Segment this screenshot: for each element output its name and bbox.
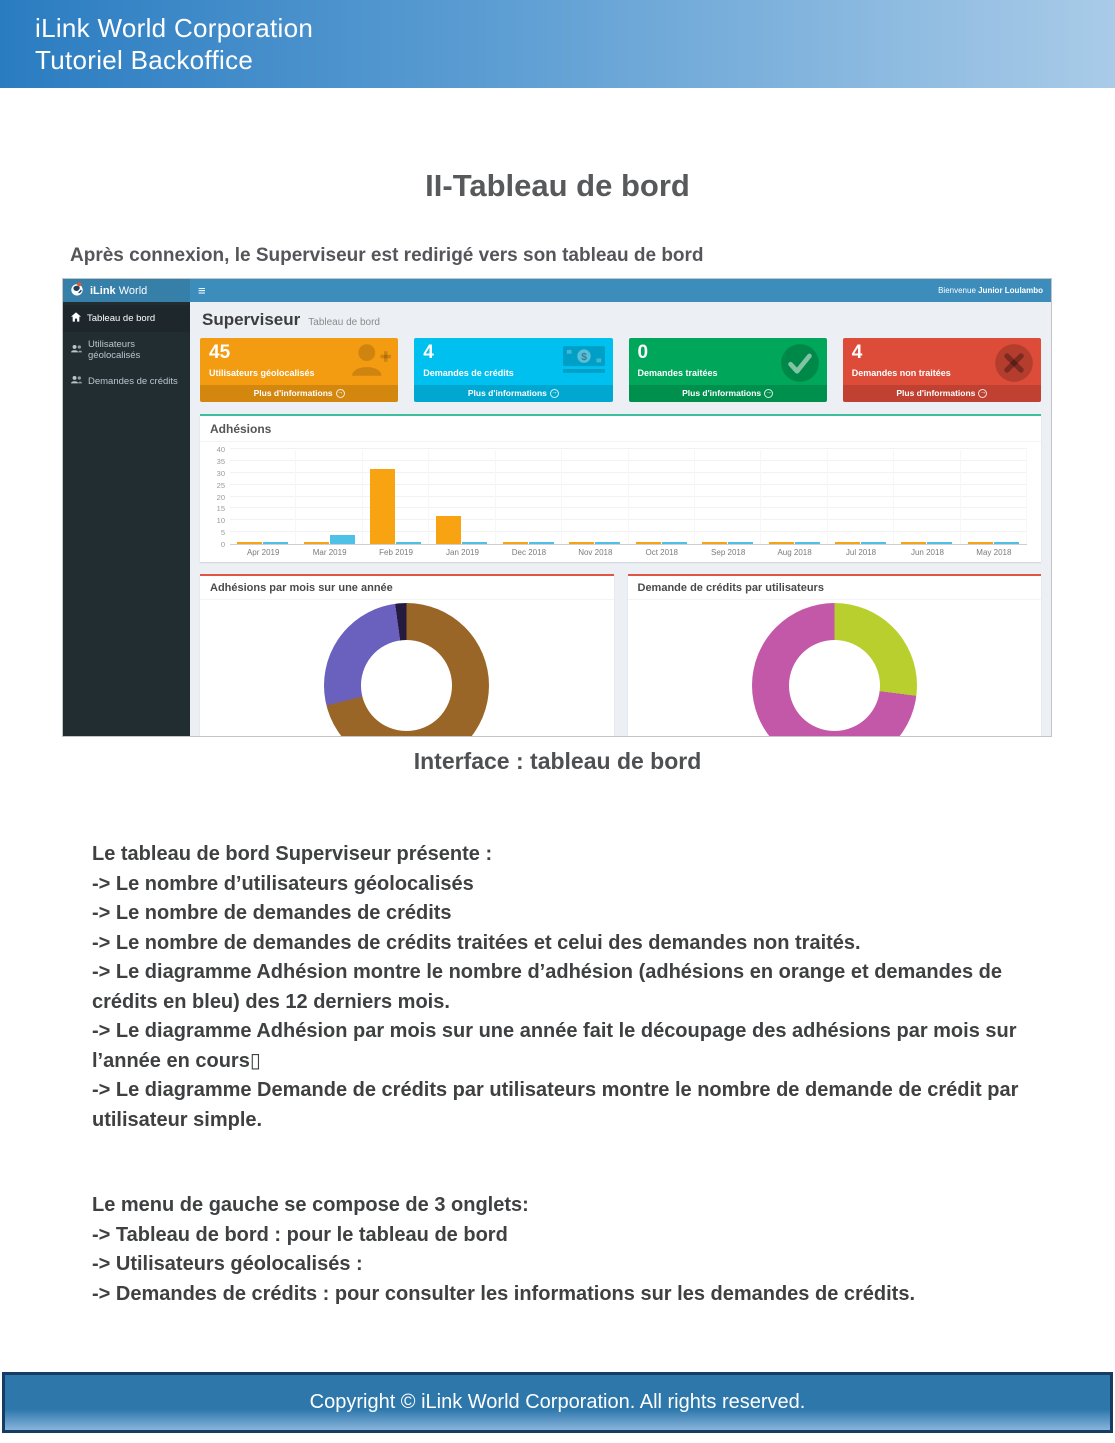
x-tick-label: May 2018 xyxy=(976,548,1012,557)
donut-title: Demande de crédits par utilisateurs xyxy=(628,576,1042,600)
paragraph-line: Le menu de gauche se compose de 3 onglets: xyxy=(92,1194,529,1216)
plot-area xyxy=(230,450,1027,557)
paragraph-line: -> Le diagramme Adhésion montre le nombre d’adhésion (adhésions en orange et demandes de crédits en bleu) des 12 derniers mois. xyxy=(92,961,1003,1013)
y-tick-label: 25 xyxy=(216,480,225,490)
stat-card-demandes-non-traitees xyxy=(843,338,1041,402)
y-tick-label: 35 xyxy=(216,456,225,466)
dashboard-content xyxy=(190,302,1051,736)
donut-charts-row xyxy=(200,574,1041,736)
bar-group-aug-2018 xyxy=(761,450,827,544)
dashboard-navbar xyxy=(63,279,1051,302)
bar-group-oct-2018 xyxy=(629,450,695,544)
dashboard-body xyxy=(63,302,1051,736)
body-text xyxy=(92,840,1040,1309)
paragraph-line: -> Le diagramme Adhésion par mois sur une année fait le découpage des adhésions par mois sur l’année en cours▯ xyxy=(92,1020,1017,1072)
bar xyxy=(636,542,661,544)
x-tick-label: Nov 2018 xyxy=(578,548,613,557)
stat-card-body xyxy=(629,338,827,385)
more-info-label: Plus d'informations xyxy=(467,388,547,398)
bar xyxy=(769,542,794,544)
stat-card-body xyxy=(200,338,398,385)
bar-group-jul-2018 xyxy=(828,450,894,544)
bar xyxy=(835,542,860,544)
y-tick-label: 40 xyxy=(216,445,225,454)
stat-value: 4 xyxy=(851,342,863,363)
document-footer xyxy=(2,1372,1113,1433)
arrow-circle-icon: → xyxy=(336,388,344,396)
x-circle-icon xyxy=(994,343,1034,388)
brand-text: iLink World xyxy=(90,284,148,297)
bar xyxy=(529,542,554,544)
dashboard-title: Superviseur xyxy=(202,310,301,329)
bar-group-dec-2018 xyxy=(496,450,562,544)
adhesions-chart-panel xyxy=(200,414,1041,562)
sidebar-item-utilisateurs-geolocalises[interactable] xyxy=(63,332,190,368)
x-tick-label: Oct 2018 xyxy=(645,548,678,557)
stat-card-demandes-traitees xyxy=(629,338,827,402)
stat-card-demandes-de-credits xyxy=(414,338,612,402)
stat-label: Demandes traitées xyxy=(637,368,718,378)
bar xyxy=(436,516,461,544)
sidebar-item-label: Utilisateurs géolocalisés xyxy=(88,339,141,361)
sidebar-item-demandes-de-credits[interactable] xyxy=(63,368,190,394)
y-axis xyxy=(206,445,230,549)
bar-group-apr-2019 xyxy=(230,450,296,544)
x-tick-label: Jul 2018 xyxy=(845,548,877,557)
y-tick-label: 15 xyxy=(216,504,225,514)
more-info-label: Plus d'informations xyxy=(896,388,976,398)
x-tick-label: Sep 2018 xyxy=(711,548,746,557)
stat-cards-row xyxy=(200,338,1041,402)
bar-group-jan-2019 xyxy=(429,450,495,544)
sidebar-item-label: Tableau de bord xyxy=(87,313,156,324)
money-icon xyxy=(562,343,606,379)
stat-card-utilisateurs-geolocalises xyxy=(200,338,398,402)
donut-chart-adhesions xyxy=(324,603,489,736)
donut-chart-credits xyxy=(752,603,917,736)
stat-value: 0 xyxy=(637,342,649,363)
dashboard-screenshot xyxy=(62,278,1052,737)
arrow-circle-icon: → xyxy=(765,388,772,396)
copyright-text: Copyright © iLink World Corporation. All rights reserved. xyxy=(309,1391,806,1413)
bar xyxy=(662,542,687,544)
stat-card-body xyxy=(414,338,612,385)
x-tick-label: Aug 2018 xyxy=(777,548,812,557)
paragraph-line: -> Utilisateurs géolocalisés : xyxy=(92,1253,363,1275)
y-tick-label: 0 xyxy=(220,540,225,549)
stat-value: 45 xyxy=(209,342,231,363)
arrow-circle-icon: → xyxy=(551,388,558,396)
stat-card-body xyxy=(843,338,1041,385)
bar xyxy=(330,535,355,544)
bar-group-feb-2019 xyxy=(363,450,429,544)
bar xyxy=(968,542,993,544)
arrow-circle-icon: → xyxy=(979,388,987,396)
donut-panel-adhesions-par-mois xyxy=(200,574,614,736)
bar xyxy=(503,542,528,544)
bar-groups xyxy=(230,450,1027,544)
stat-value: 4 xyxy=(423,342,434,363)
check-circle-icon xyxy=(780,343,820,388)
user-plus-icon xyxy=(351,343,391,382)
menu-toggle-icon[interactable]: ≡ xyxy=(198,283,206,298)
paragraph-spacer xyxy=(92,1135,1040,1191)
home-icon xyxy=(71,312,81,325)
gridline xyxy=(230,448,1027,449)
bar-group-jun-2018 xyxy=(894,450,960,544)
x-tick-label: Mar 2019 xyxy=(312,548,347,557)
y-tick-label: 20 xyxy=(216,492,225,502)
x-tick-label: Dec 2018 xyxy=(511,548,547,557)
donut-panel-credits-utilisateurs xyxy=(628,574,1042,736)
bar xyxy=(370,469,395,544)
figure-caption: Interface : tableau de bord xyxy=(413,748,702,774)
paragraph-line: -> Demandes de crédits : pour consulter les informations sur les demandes de crédits. xyxy=(92,1282,916,1305)
more-info-label: Plus d'informations xyxy=(682,388,762,398)
app-logo[interactable] xyxy=(63,279,190,302)
svg-text:$: $ xyxy=(580,350,587,363)
bar xyxy=(728,542,753,544)
bar-group-sep-2018 xyxy=(695,450,761,544)
bar xyxy=(901,542,926,544)
chart-title: Adhésions xyxy=(200,416,1041,442)
bar xyxy=(595,542,620,544)
users-icon xyxy=(71,344,82,356)
x-tick-label: Apr 2019 xyxy=(246,548,280,557)
navbar-main xyxy=(190,279,1051,302)
bar xyxy=(396,542,421,544)
bar xyxy=(569,542,594,544)
stat-label: Demandes de crédits xyxy=(423,368,514,378)
intro-text: Après connexion, le Superviseur est redirigé vers son tableau de bord xyxy=(70,245,704,266)
bar xyxy=(861,542,886,544)
paragraph-line: -> Le diagramme Demande de crédits par utilisateurs montre le nombre de demande de crédit par utilisateur simple. xyxy=(92,1079,1019,1131)
more-info-link[interactable] xyxy=(414,385,612,402)
donut-title: Adhésions par mois sur une année xyxy=(200,576,614,600)
paragraph-line: Le tableau de bord Superviseur présente : xyxy=(92,843,493,865)
document-header-banner xyxy=(0,0,1115,88)
bar xyxy=(237,542,262,544)
paragraph-line: -> Le nombre de demandes de crédits traitées et celui des demandes non traités. xyxy=(92,931,861,954)
y-tick-label: 30 xyxy=(216,468,225,478)
more-info-link[interactable] xyxy=(200,385,398,402)
bar-group-nov-2018 xyxy=(562,450,628,544)
sidebar xyxy=(63,302,190,736)
bar xyxy=(927,542,952,544)
dashboard-breadcrumb: Tableau de bord xyxy=(308,317,380,328)
x-axis-labels xyxy=(230,548,1027,557)
document-subtitle: Tutoriel Backoffice xyxy=(35,45,254,75)
users-icon xyxy=(71,375,82,387)
bar xyxy=(795,542,820,544)
bar xyxy=(263,542,288,544)
x-tick-label: Jun 2018 xyxy=(910,548,944,557)
bar-group-may-2018 xyxy=(961,450,1027,544)
bar xyxy=(994,542,1019,544)
x-tick-label: Feb 2019 xyxy=(379,548,413,557)
stat-label: Demandes non traitées xyxy=(851,368,951,378)
y-tick-label: 5 xyxy=(220,528,225,538)
company-name: iLink World Corporation xyxy=(35,13,314,43)
stat-label: Utilisateurs géolocalisés xyxy=(209,368,315,378)
sidebar-item-label: Demandes de crédits xyxy=(88,375,178,387)
y-tick-label: 10 xyxy=(216,516,225,526)
more-info-label: Plus d'informations xyxy=(253,388,333,398)
bar xyxy=(462,542,487,544)
x-tick-label: Jan 2019 xyxy=(446,548,479,557)
paragraph-line: -> Tableau de bord : pour le tableau de bord xyxy=(92,1223,508,1246)
bar xyxy=(702,542,727,544)
paragraph-line: -> Le nombre de demandes de crédits xyxy=(92,902,452,924)
paragraph-line: -> Le nombre d’utilisateurs géolocalisés xyxy=(92,872,474,895)
section-title: II-Tableau de bord xyxy=(425,168,690,203)
globe-icon xyxy=(70,282,84,299)
bar-chart xyxy=(200,442,1041,562)
sidebar-item-tableau-de-bord[interactable] xyxy=(63,305,190,332)
bar-group-mar-2019 xyxy=(296,450,362,544)
bar xyxy=(304,542,329,544)
welcome-text: Bienvenue Junior Loulambo xyxy=(938,286,1043,295)
content-header xyxy=(202,310,1041,330)
